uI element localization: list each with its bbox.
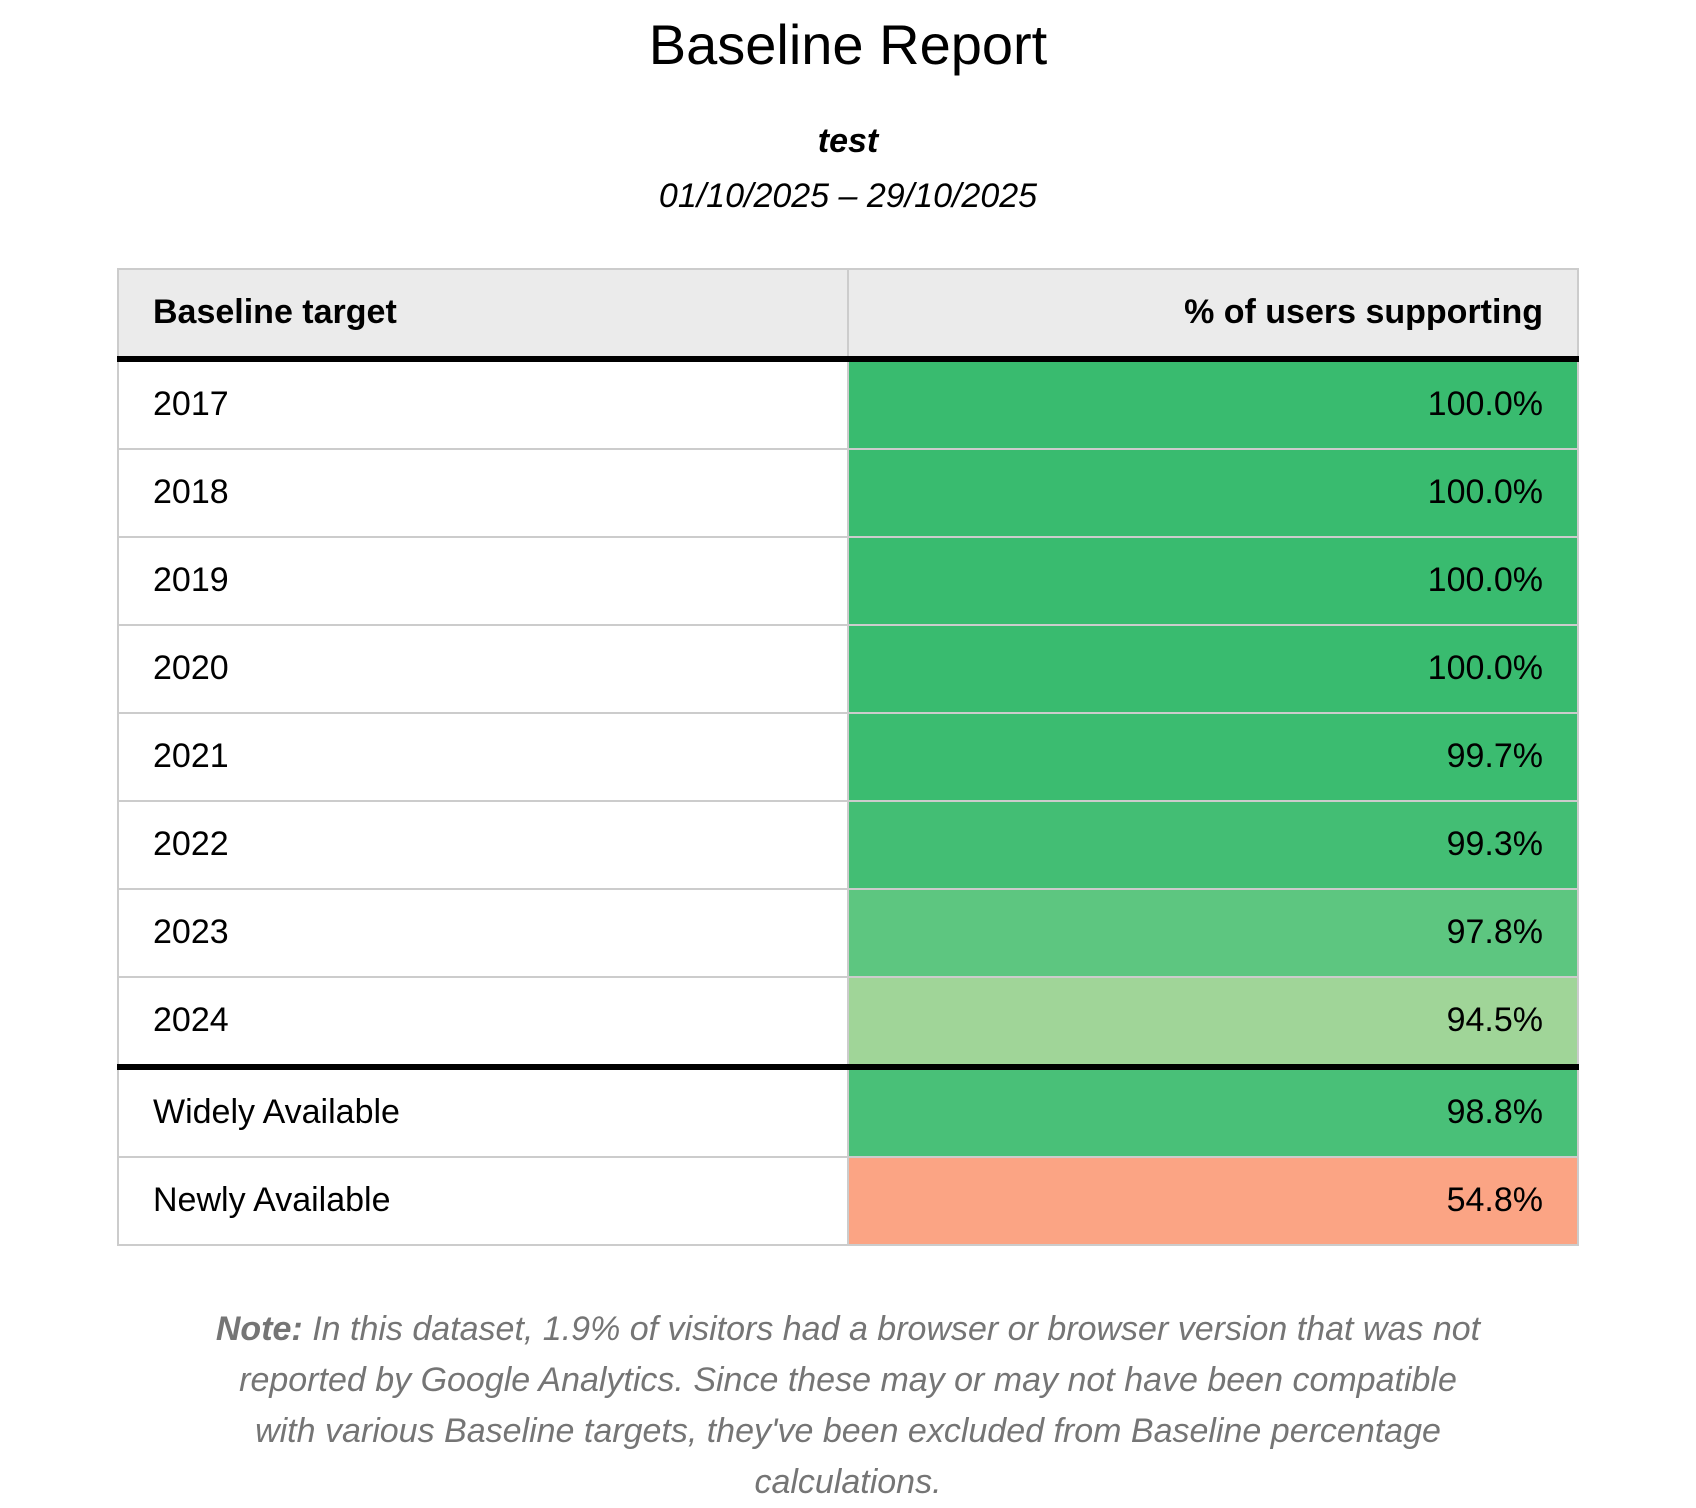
table-row-widely-available	[118, 1067, 1578, 1157]
table-row-newly-available	[118, 1157, 1578, 1245]
row-label-cell: 2021	[118, 713, 848, 801]
row-label-cell: 2019	[118, 537, 848, 625]
table-row-2019	[118, 537, 1578, 625]
table-row-2017	[118, 359, 1578, 449]
table-row-2020	[118, 625, 1578, 713]
row-label-cell: 2020	[118, 625, 848, 713]
note-label: Note:	[215, 1309, 303, 1348]
row-value-cell: 100.0%	[848, 625, 1578, 713]
report-note	[208, 1304, 1488, 1508]
baseline-table	[117, 268, 1579, 1246]
report-date-range: 01/10/2025 – 29/10/2025	[658, 176, 1038, 215]
row-label-cell: Widely Available	[118, 1067, 848, 1157]
row-value-cell: 100.0%	[848, 537, 1578, 625]
row-value-cell: 54.8%	[848, 1157, 1578, 1245]
row-value-cell: 100.0%	[848, 449, 1578, 537]
note-text: In this dataset, 1.9% of visitors had a browser or browser version that was not reported by Google Analytics. Since these may or may not have been compatible with various Baseline targets, they've been excluded from Baseline percentage calculations.	[239, 1309, 1481, 1501]
table-row-2018	[118, 449, 1578, 537]
row-label-cell: Newly Available	[118, 1157, 848, 1245]
row-label-cell: 2022	[118, 801, 848, 889]
row-value-cell: 99.3%	[848, 801, 1578, 889]
table-row-2023	[118, 889, 1578, 977]
row-label-cell: 2024	[118, 977, 848, 1067]
page-title: Baseline Report	[648, 13, 1048, 76]
table-row-2024	[118, 977, 1578, 1067]
row-value-cell: 100.0%	[848, 359, 1578, 449]
row-label-cell: 2017	[118, 359, 848, 449]
column-header-baseline-target: Baseline target	[118, 269, 848, 359]
table-row-2021	[118, 713, 1578, 801]
row-value-cell: 99.7%	[848, 713, 1578, 801]
table-row-2022	[118, 801, 1578, 889]
table-header-row	[118, 269, 1578, 359]
row-value-cell: 98.8%	[848, 1067, 1578, 1157]
row-label-cell: 2018	[118, 449, 848, 537]
report-subtitle: test	[817, 121, 879, 160]
row-value-cell: 94.5%	[848, 977, 1578, 1067]
row-value-cell: 97.8%	[848, 889, 1578, 977]
row-label-cell: 2023	[118, 889, 848, 977]
column-header-percent-supporting: % of users supporting	[848, 269, 1578, 359]
